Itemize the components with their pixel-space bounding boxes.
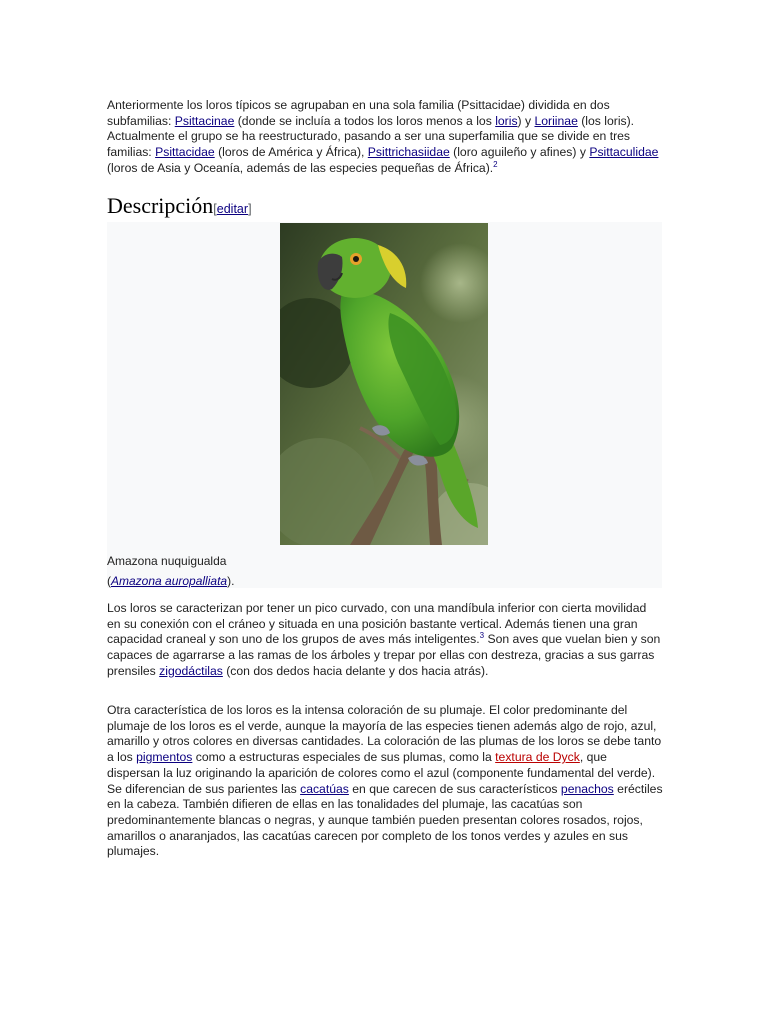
link-psittacinae[interactable]: Psittacinae (174, 113, 235, 128)
link-penachos[interactable]: penachos (560, 781, 614, 796)
text-run: (donde se incluía a todos los loros menos a los (234, 113, 496, 128)
text-run: ) y (517, 113, 535, 128)
text-run: (loros de América y África), (214, 145, 368, 160)
text-run: , que dispersan la luz originando la aparición de colores como el azul (componente fundamental del verde). Se diferencian de sus parientes las (107, 750, 656, 796)
text-run: (loros de Asia y Oceanía, además de las especies pequeñas de África). (107, 160, 494, 175)
text-run: eréctiles en la cabeza. También difieren de ellas en las tonalidades del plumaje, las cacatúas son predominantemente blancas o negras, y aunque también pueden presentan colores rosados, rojos, amarillos o anaranjados, las cacatúas carecen por completo de los tonos verdes y azules en sus plumajes. (107, 781, 663, 859)
reference-link-3[interactable]: 3 (479, 631, 485, 641)
edit-section (213, 202, 251, 216)
reference-link-2[interactable]: 2 (493, 159, 498, 169)
text-run: (con dos dedos hacia delante y dos hacia atrás). (222, 663, 489, 678)
link-amazona-auropalliata[interactable]: Amazona auropalliata (111, 574, 228, 588)
text-run: Otra característica de los loros es la intensa coloración de su plumaje. El color predominante del plumaje de los loros es el verde, aunque la mayoría de las especies tienen además algo de rojo, azul, amarillo y otros colores en diversas cantidades. La coloración de las plumas de los loros se debe tanto a los (107, 703, 662, 765)
text-run: Son aves que vuelan bien y son capaces de agarrarse a las ramas de los árboles y trepar por ellas con destreza, gracias a sus garras prensiles (107, 632, 661, 678)
link-psittacidae[interactable]: Psittacidae (155, 145, 215, 160)
parrot-photo[interactable] (280, 223, 488, 545)
link-textura-de-dyck[interactable]: textura de Dyck (495, 750, 580, 765)
caption-scientific (107, 571, 307, 591)
link-loris[interactable]: loris (495, 113, 518, 128)
link-zigodactilas[interactable]: zigodáctilas (159, 663, 223, 678)
link-psittaculidae[interactable]: Psittaculidae (589, 145, 659, 160)
reference-2 (493, 160, 497, 169)
text-run: Anteriormente los loros típicos se agrupaban en una sola familia (Psittacidae) dividida en dos subfamilias: (107, 98, 610, 128)
link-psittrichasiidae[interactable]: Psittrichasiidae (367, 145, 450, 160)
description-paragraph-2 (107, 703, 663, 860)
link-pigmentos[interactable]: pigmentos (136, 750, 193, 765)
text-run: (loro aguileño y afines) y (449, 145, 590, 160)
section-heading (107, 193, 662, 224)
parrot-illustration (280, 223, 488, 545)
figure-caption (107, 551, 307, 591)
text-run: (los loris). Actualmente el grupo se ha reestructurado, pasando a ser una superfamilia que se divide en tres familias: (107, 113, 635, 160)
edit-link[interactable]: editar (216, 202, 249, 216)
caption-common-name: Amazona nuquigualda (107, 554, 227, 568)
description-paragraph-1 (107, 601, 663, 680)
text-run: como a estructuras especiales de sus plumas, como la (192, 750, 496, 765)
caption-paren: ( (107, 574, 111, 588)
edit-bracket: [ (213, 202, 217, 216)
figure-box (107, 222, 662, 588)
intro-paragraph (107, 98, 667, 177)
link-cacatuas[interactable]: cacatúas (300, 781, 349, 796)
link-loriinae[interactable]: Loriinae (534, 113, 578, 128)
text-run: Los loros se caracterizan por tener un pico curvado, con una mandíbula inferior con cierta movilidad en su conexión con el cráneo y situada en una posición bastante vertical. Además tienen una gran capacidad craneal y son uno de los grupos de aves más inteligentes. (107, 601, 647, 647)
edit-bracket: ] (248, 202, 252, 216)
section-title: Descripción (107, 193, 214, 218)
text-run: en que carecen de sus característicos (348, 781, 561, 796)
caption-paren: ). (227, 574, 235, 588)
